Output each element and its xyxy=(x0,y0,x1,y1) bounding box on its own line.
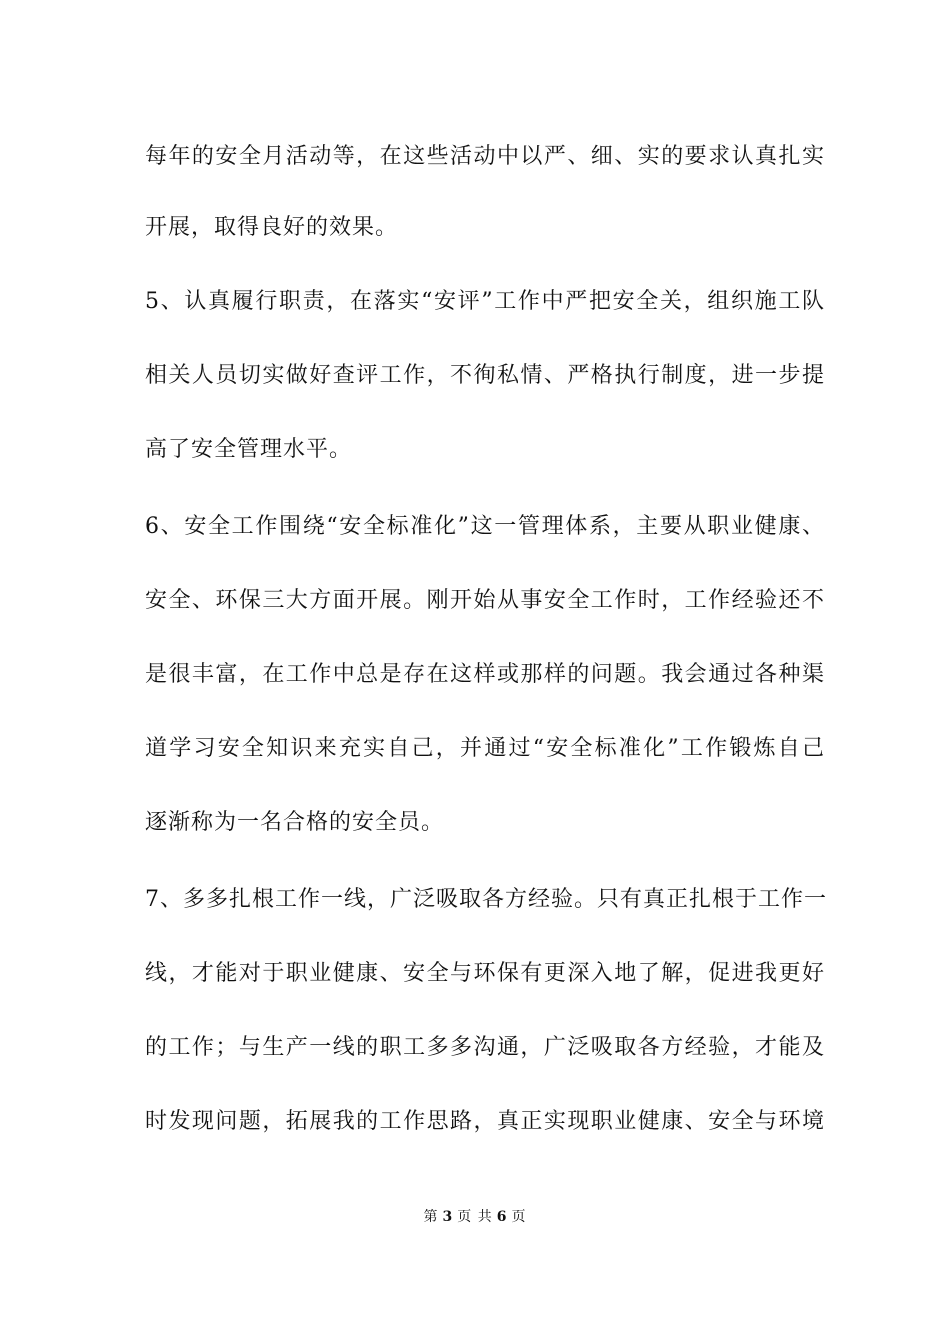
paragraph-line: 线，才能对于职业健康、安全与环保有更深入地了解，促进我更好 xyxy=(145,961,825,986)
paragraph-line: 5、认真履行职责，在落实“安评”工作中严把安全关，组织施工队 xyxy=(145,289,825,314)
paragraph-line: 6、安全工作围绕“安全标准化”这一管理体系，主要从职业健康、 xyxy=(145,514,825,539)
paragraph-line: 安全、环保三大方面开展。刚开始从事安全工作时，工作经验还不 xyxy=(145,588,825,613)
footer-middle: 页 共 xyxy=(457,1209,493,1225)
footer-suffix: 页 xyxy=(511,1209,527,1225)
paragraph-line: 7、多多扎根工作一线，广泛吸取各方经验。只有真正扎根于工作一 xyxy=(145,887,827,912)
paragraph-line: 逐渐称为一名合格的安全员。 xyxy=(145,810,445,835)
total-pages-number: 6 xyxy=(496,1209,508,1225)
paragraph-line: 是很丰富，在工作中总是存在这样或那样的问题。我会通过各种渠 xyxy=(145,662,825,687)
paragraph-line: 相关人员切实做好查评工作，不徇私情、严格执行制度，进一步提 xyxy=(145,363,825,388)
footer-prefix: 第 xyxy=(423,1209,439,1225)
current-page-number: 3 xyxy=(442,1209,454,1225)
paragraph-line: 开展，取得良好的效果。 xyxy=(145,215,399,240)
paragraph-line: 高了安全管理水平。 xyxy=(145,437,353,462)
paragraph-line: 的工作；与生产一线的职工多多沟通，广泛吸取各方经验，才能及 xyxy=(145,1035,825,1060)
paragraph-line: 每年的安全月活动等，在这些活动中以严、细、实的要求认真扎实 xyxy=(145,144,825,169)
paragraph-line: 道学习安全知识来充实自己，并通过“安全标准化”工作锻炼自己 xyxy=(145,736,825,761)
page-footer xyxy=(0,1207,950,1227)
paragraph-line: 时发现问题，拓展我的工作思路，真正实现职业健康、安全与环境 xyxy=(145,1109,825,1134)
